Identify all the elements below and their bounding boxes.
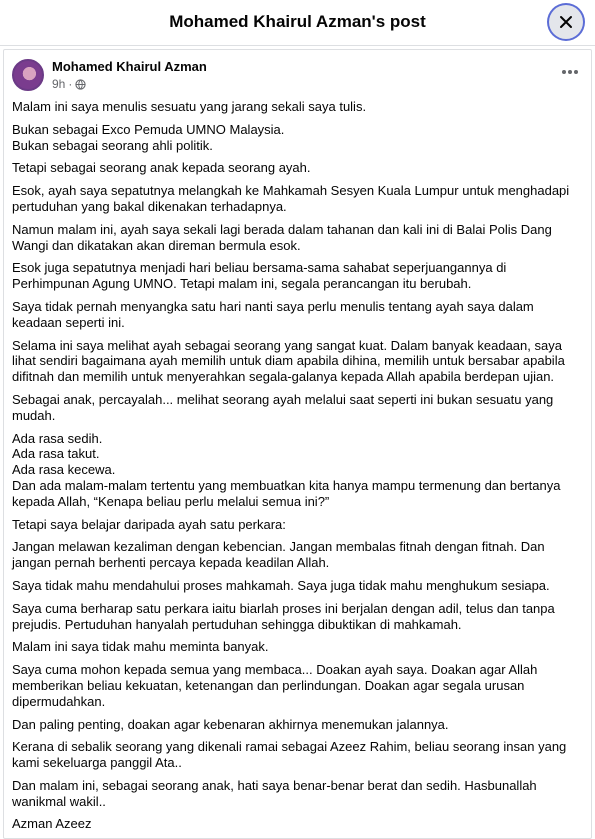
post-body [12,99,580,839]
more-options-button[interactable] [559,64,581,80]
post-paragraph: Ada rasa sedih. Ada rasa takut. Ada rasa kecewa. Dan ada malam-malam tertentu yang membuatkan kita hanya mampu termenung dan bertanya kepada Allah, “Kenapa beliau perlu melalui semua ini?” [12,430,561,509]
post-paragraph: Esok juga sepatutnya menjadi hari beliau bersama-sama sahabat seperjuangannya di Perhimpunan Agung UMNO. Tetapi malam ini, segala perancangan itu berubah. [12,260,507,292]
post-signature: Azman Azeez [12,816,92,832]
post-paragraph: Bukan sebagai Exco Pemuda UMNO Malaysia. Bukan sebagai seorang ahli politik. [12,121,285,153]
post-author-row [12,58,587,94]
dialog-title: Mohamed Khairul Azman's post [169,12,426,31]
post-paragraph: Kerana di sebalik seorang yang dikenali ramai sebagai Azeez Rahim, beliau seorang insan yang kami sekeluarga panggil Ata.. [12,739,567,771]
post-meta [52,77,86,91]
close-icon [559,15,573,29]
post-paragraph: Sebagai anak, percayalah... melihat seorang ayah melalui saat seperti ini bukan sesuatu yang mudah. [12,391,554,423]
post-dialog-header [0,0,595,46]
post-paragraph: Esok, ayah saya sepatutnya melangkah ke Mahkamah Sesyen Kuala Lumpur untuk menghadapi pertuduhan yang bakal dikenakan terhadapnya. [12,183,570,214]
globe-icon[interactable] [75,79,86,90]
more-horizontal-icon [562,70,566,74]
post-paragraph: Tetapi saya belajar daripada ayah satu perkara: [12,516,286,532]
post-paragraph: Jangan melawan kezaliman dengan kebencian. Jangan membalas fitnah dengan fitnah. Dan jangan pernah berhenti percaya kepada keadilan Allah. [12,539,545,571]
post-paragraph: Dan malam ini, sebagai seorang anak, hati saya benar-benar berat dan sedih. Hasbunallah wanikmal wakil.. [12,777,537,809]
post-paragraph: Namun malam ini, ayah saya sekali lagi berada dalam tahanan dan kali ini di Balai Polis Dang Wangi dan dikatakan akan direman bermula esok. [12,221,552,253]
post-paragraph: Saya tidak mahu mendahului proses mahkamah. Saya juga tidak mahu menghukum sesiapa. [12,577,550,593]
post-paragraph: Dan paling penting, doakan agar kebenaran akhirnya menemukan jalannya. [12,716,449,732]
post-paragraph: Saya tidak pernah menyangka satu hari nanti saya perlu menulis tentang ayah saya dalam keadaan seperti ini. [12,298,534,330]
post-paragraph: Saya cuma mohon kepada semua yang membaca... Doakan ayah saya. Doakan agar Allah memberikan beliau kekuatan, ketenangan dan perlindungan. Doakan agar segala urusan dipermudahkan. [12,662,538,709]
more-dot [568,70,572,74]
author-name[interactable]: Mohamed Khairul Azman [52,59,207,74]
meta-separator: · [68,77,73,91]
more-dot [574,70,578,74]
post-paragraph: Selama ini saya melihat ayah sebagai seorang yang sangat kuat. Dalam banyak keadaan, saya lihat sendiri bagaimana ayah memilih untuk diam apabila dihina, memilih untuk bersabar apabila difitnah dan memilih untuk menyerahkan segala-galanya kepada Allah apabila berdepan ujian. [12,337,565,385]
close-button[interactable] [549,5,583,39]
post-time[interactable]: 9h [52,77,66,91]
post-paragraph: Tetapi sebagai seorang anak kepada seorang ayah. [12,160,311,176]
post-paragraph: Saya cuma berharap satu perkara iaitu biarlah proses ini berjalan dengan adil, telus dan tanpa prejudis. Pertuduhan hanyalah pertuduhan sehingga dibuktikan di mahkamah. [12,600,555,632]
post-paragraph: Malam ini saya tidak mahu meminta banyak. [12,639,269,655]
post-paragraph: Malam ini saya menulis sesuatu yang jarang sekali saya tulis. [12,99,367,114]
avatar[interactable] [12,59,44,91]
